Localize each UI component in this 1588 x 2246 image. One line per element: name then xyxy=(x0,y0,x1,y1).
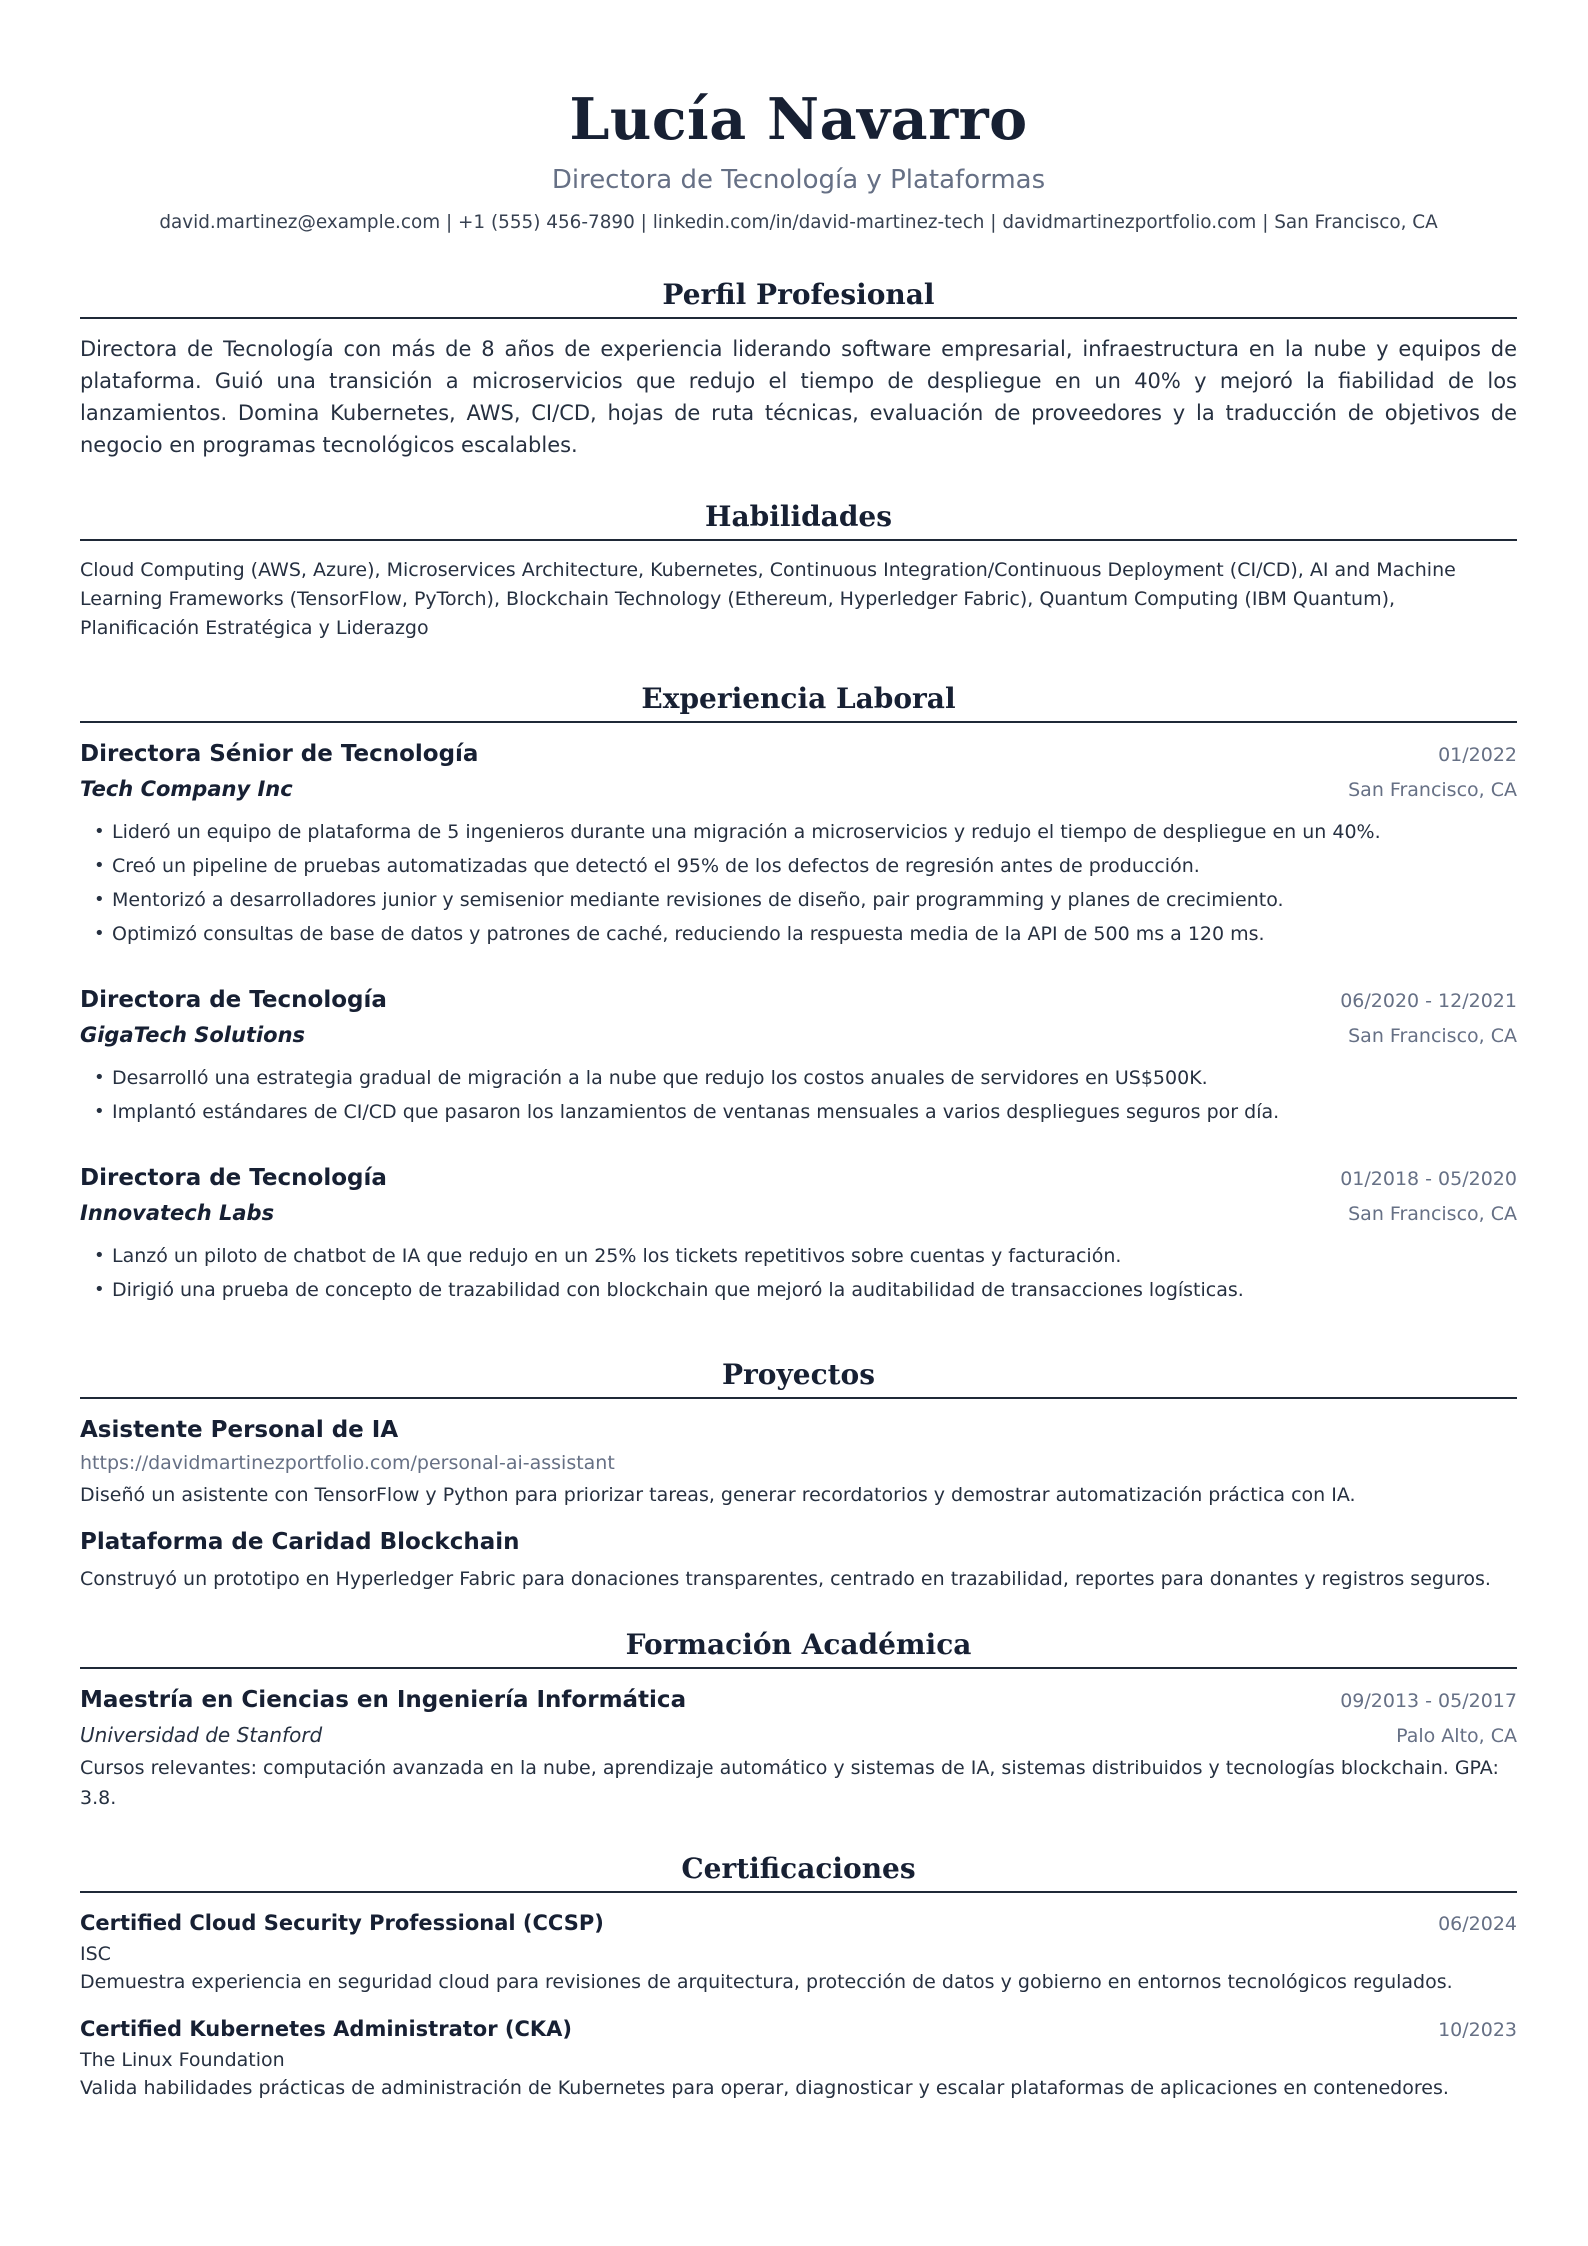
job-date: 06/2020 - 12/2021 xyxy=(1340,990,1517,1012)
education-location: Palo Alto, CA xyxy=(1396,1725,1517,1747)
education-date: 09/2013 - 05/2017 xyxy=(1340,1690,1517,1712)
section-heading-education: Formación Académica xyxy=(80,1625,1517,1669)
certifications-section xyxy=(80,1849,1517,2103)
job-company: Tech Company Inc xyxy=(80,777,293,801)
job-date: 01/2018 - 05/2020 xyxy=(1340,1168,1517,1190)
section-heading-projects: Proyectos xyxy=(80,1355,1517,1399)
job-location: San Francisco, CA xyxy=(1348,1025,1517,1047)
job-bullet: • Desarrolló una estrategia gradual de migración a la nube que redujo los costos anuales de servidores en US$500K. xyxy=(94,1061,1517,1095)
job-location: San Francisco, CA xyxy=(1348,1203,1517,1225)
certification-date: 06/2024 xyxy=(1438,1913,1517,1935)
certification-issuer: ISC xyxy=(80,1943,111,1965)
skills-section xyxy=(80,497,1517,643)
certification-title: Certified Kubernetes Administrator (CKA) xyxy=(80,2017,573,2041)
project-description: Diseñó un asistente con TensorFlow y Python para priorizar tareas, generar recordatorios y demostrar automatización práctica con IA. xyxy=(80,1484,1356,1506)
project-title: Asistente Personal de IA xyxy=(80,1417,399,1443)
job-role: Directora de Tecnología xyxy=(80,987,387,1013)
certification-date: 10/2023 xyxy=(1438,2019,1517,2041)
certification-description: Valida habilidades prácticas de administración de Kubernetes para operar, diagnosticar y escalar plataformas de aplicaciones en contenedores. xyxy=(80,2077,1449,2099)
certification-entry xyxy=(80,1907,1517,1997)
job-bullet: • Lanzó un piloto de chatbot de IA que redujo en un 25% los tickets repetitivos sobre cuentas y facturación. xyxy=(94,1239,1517,1273)
education-entry xyxy=(80,1683,1517,1813)
section-heading-experience: Experiencia Laboral xyxy=(80,679,1517,723)
education-description: Cursos relevantes: computación avanzada en la nube, aprendizaje automático y sistemas de IA, sistemas distribuidos y tecnologías blockchain. GPA: 3.8. xyxy=(80,1757,1499,1809)
job-bullet: • Creó un pipeline de pruebas automatizadas que detectó el 95% de los defectos de regresión antes de producción. xyxy=(94,849,1517,883)
job-company: Innovatech Labs xyxy=(80,1201,275,1225)
job-bullet: • Optimizó consultas de base de datos y patrones de caché, reduciendo la respuesta media de la API de 500 ms a 120 ms. xyxy=(94,917,1517,951)
job-bullet: • Dirigió una prueba de concepto de trazabilidad con blockchain que mejoró la auditabilidad de transacciones logísticas. xyxy=(94,1273,1517,1307)
job-entry xyxy=(80,983,1517,1129)
certification-description: Demuestra experiencia en seguridad cloud para revisiones de arquitectura, protección de datos y gobierno en entornos tecnológicos regulados. xyxy=(80,1971,1453,1993)
project-entry xyxy=(80,1413,1517,1511)
resume-header xyxy=(80,78,1517,237)
education-degree: Maestría en Ciencias en Ingeniería Informática xyxy=(80,1687,687,1713)
certification-entry xyxy=(80,2013,1517,2103)
education-section xyxy=(80,1625,1517,1813)
candidate-name: Lucía Navarro xyxy=(569,86,1028,153)
certification-issuer: The Linux Foundation xyxy=(80,2049,285,2071)
section-heading-skills: Habilidades xyxy=(80,497,1517,541)
job-bullets xyxy=(80,1061,1517,1129)
job-bullet: • Lideró un equipo de plataforma de 5 ingenieros durante una migración a microservicios y redujo el tiempo de despliegue en un 40%. xyxy=(94,815,1517,849)
education-school: Universidad de Stanford xyxy=(80,1723,323,1747)
summary-text: Directora de Tecnología con más de 8 años de experiencia liderando software empresarial, infraestructura en la nube y equipos de plataforma. Guió una transición a microservicios que redujo el tiempo de despliegue en un 40% y mejoró la fiabilidad de los lanzamientos. Domina Kubernetes, AWS, CI/CD, hojas de ruta técnicas, evaluación de proveedores y la traducción de objetivos de negocio en programas tecnológicos escalables. xyxy=(80,337,1517,457)
certification-title: Certified Cloud Security Professional (CCSP) xyxy=(80,1911,604,1935)
experience-section xyxy=(80,679,1517,1307)
resume-sheet xyxy=(80,78,1517,2103)
job-entry xyxy=(80,737,1517,951)
job-bullets xyxy=(80,815,1517,951)
job-entry xyxy=(80,1161,1517,1307)
project-entry xyxy=(80,1525,1517,1595)
job-role: Directora Sénior de Tecnología xyxy=(80,741,479,767)
job-date: 01/2022 xyxy=(1438,744,1517,766)
section-heading-summary: Perfil Profesional xyxy=(80,275,1517,319)
skills-text: Cloud Computing (AWS, Azure), Microservices Architecture, Kubernetes, Continuous Integration/Continuous Deployment (CI/CD), AI and Machine Learning Frameworks (TensorFlow, PyTorch), Blockchain Technology (Ethereum, Hyperledger Fabric), Quantum Computing (IBM Quantum), Planificación Estratégica y Liderazgo xyxy=(80,559,1456,639)
summary-section xyxy=(80,275,1517,461)
job-bullet: • Implantó estándares de CI/CD que pasaron los lanzamientos de ventanas mensuales a varios despliegues seguros por día. xyxy=(94,1095,1517,1129)
contact-line: david.martinez@example.com | +1 (555) 456-7890 | linkedin.com/in/david-martinez-tech | davidmartinezportfolio.com | San Francisco, CA xyxy=(159,212,1438,233)
project-description: Construyó un prototipo en Hyperledger Fabric para donaciones transparentes, centrado en trazabilidad, reportes para donantes y registros seguros. xyxy=(80,1568,1491,1590)
job-company: GigaTech Solutions xyxy=(80,1023,306,1047)
job-bullet: • Mentorizó a desarrolladores junior y semisenior mediante revisiones de diseño, pair programming y planes de crecimiento. xyxy=(94,883,1517,917)
candidate-headline: Directora de Tecnología y Plataformas xyxy=(551,165,1046,195)
job-location: San Francisco, CA xyxy=(1348,779,1517,801)
job-bullets xyxy=(80,1239,1517,1307)
project-title: Plataforma de Caridad Blockchain xyxy=(80,1529,520,1555)
section-heading-certifications: Certificaciones xyxy=(80,1849,1517,1893)
projects-section xyxy=(80,1355,1517,1595)
job-role: Directora de Tecnología xyxy=(80,1165,387,1191)
project-url[interactable]: https://davidmartinezportfolio.com/personal-ai-assistant xyxy=(80,1452,615,1474)
